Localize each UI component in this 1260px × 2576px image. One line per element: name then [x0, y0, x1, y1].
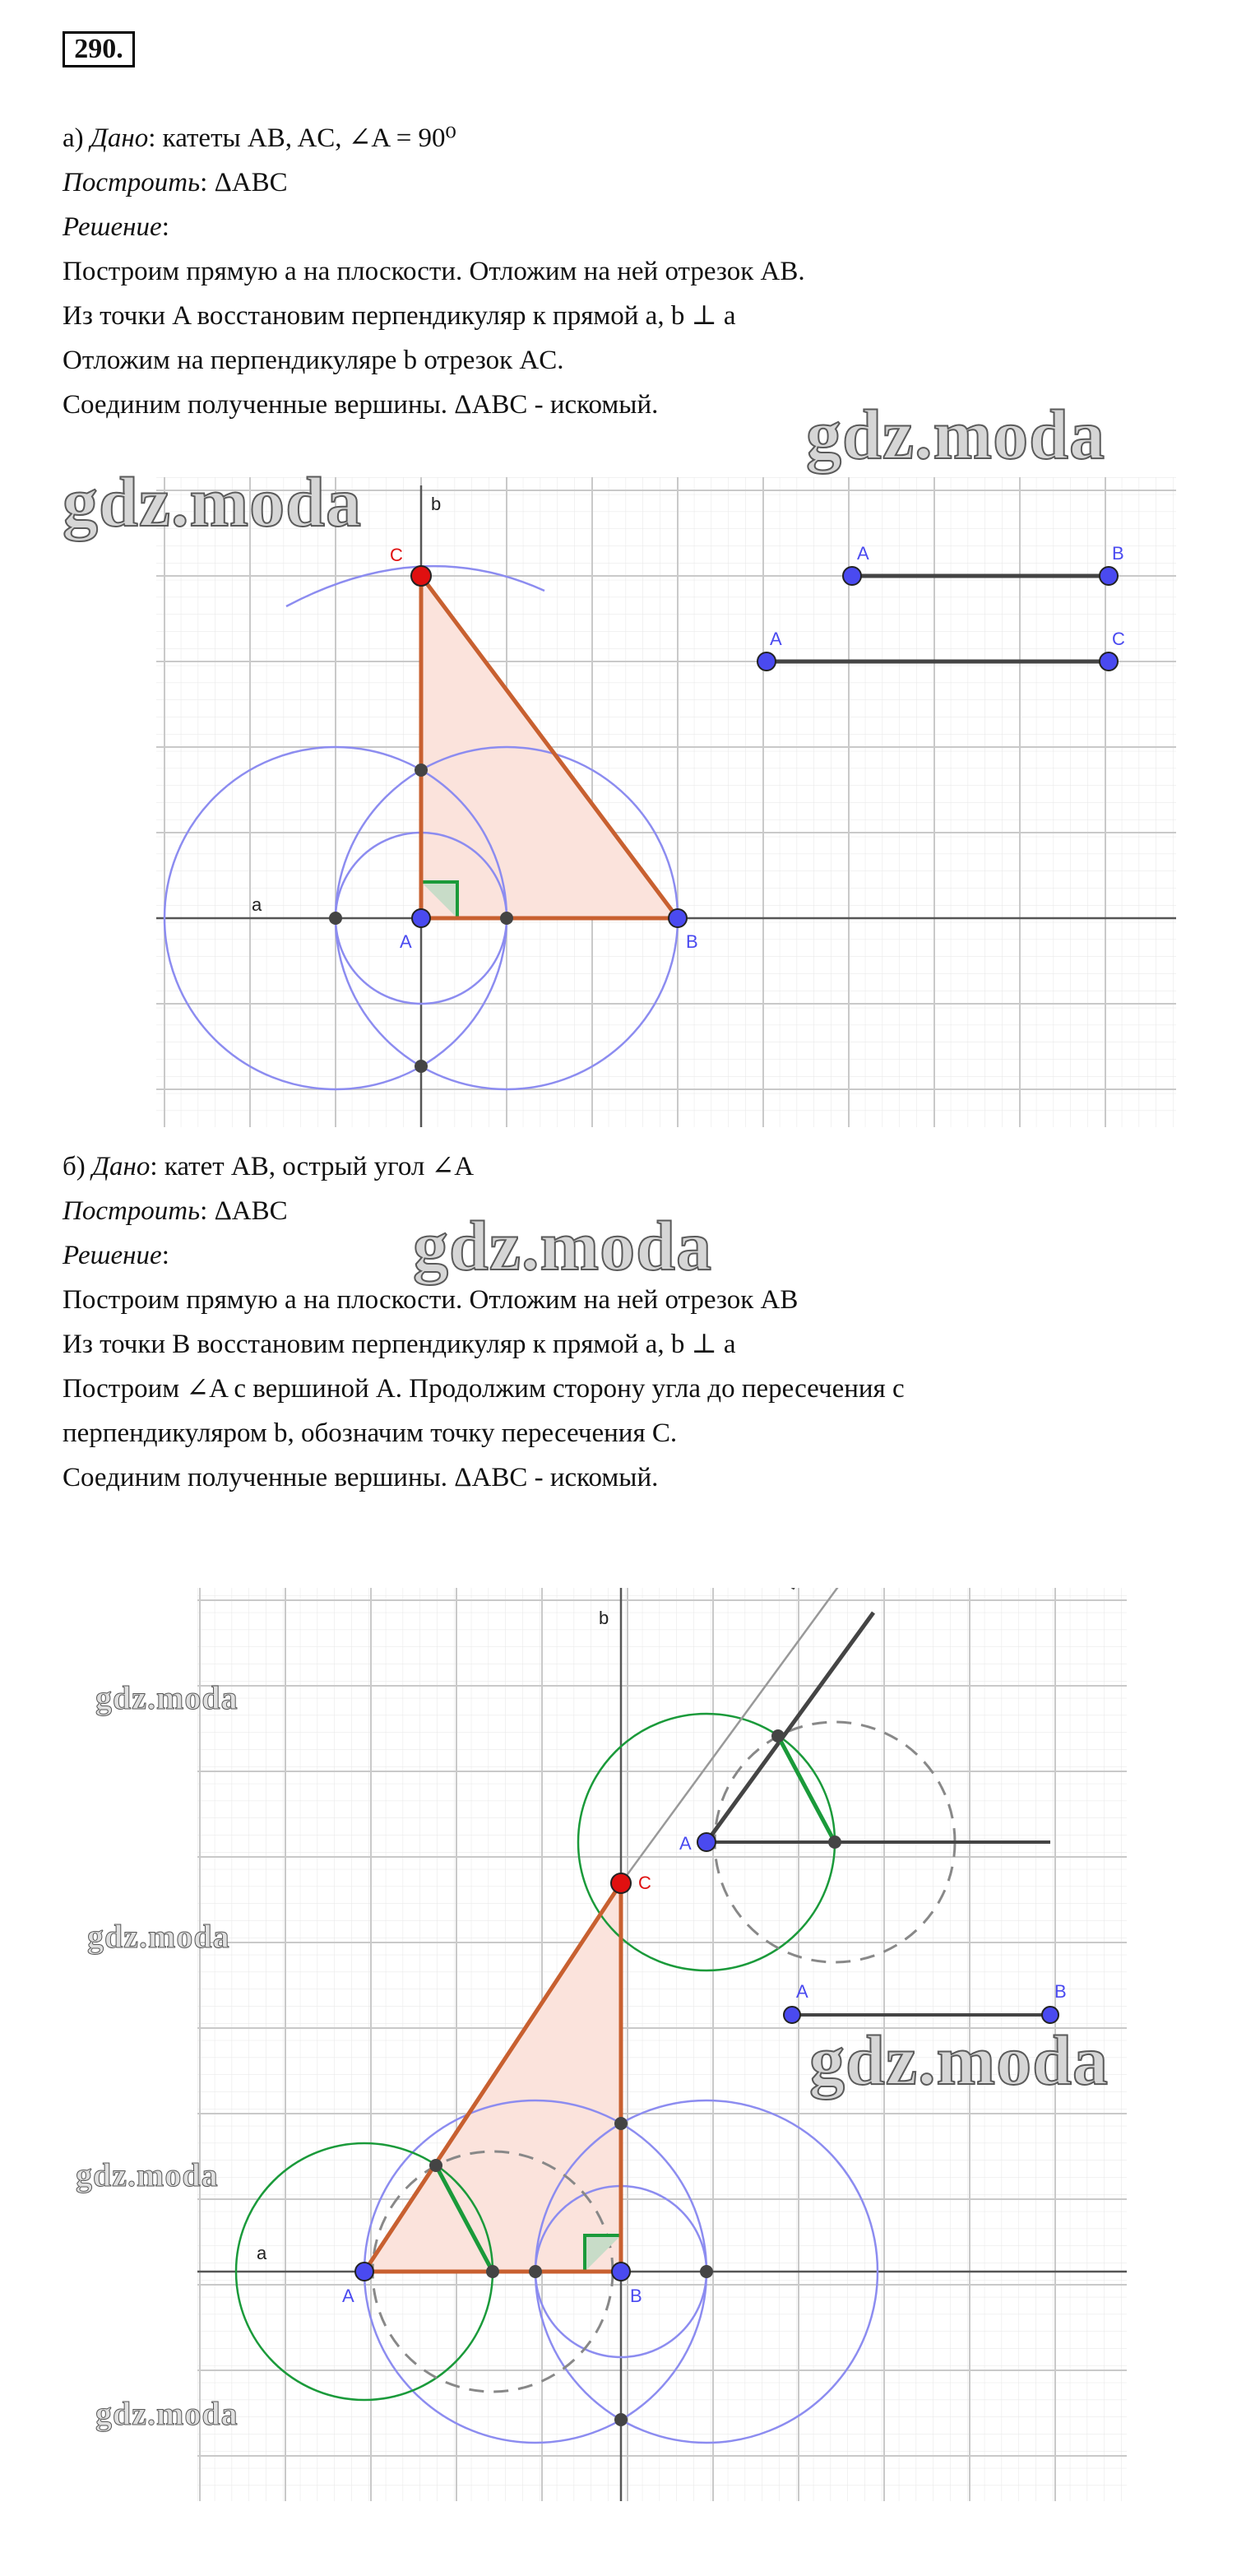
- line-italic: Решение: [63, 1241, 162, 1270]
- line-text: Соединим полученные вершины. ΔABC - искомый.: [63, 390, 659, 420]
- line-text: : катет AB, острый угол ∠A: [150, 1152, 475, 1181]
- segment-point: [1100, 567, 1118, 585]
- watermark: gdz.moda: [63, 462, 362, 541]
- intersection-point: [828, 1836, 841, 1849]
- angle-vertex-point: [697, 1833, 716, 1851]
- point-c: [411, 566, 431, 586]
- intersection-point: [771, 1729, 785, 1743]
- text-line: [63, 211, 169, 244]
- watermark: gdz.moda: [87, 1918, 230, 1955]
- text-line: [63, 1461, 658, 1494]
- label-angle-vertex: A: [679, 1833, 692, 1854]
- text-line: [63, 299, 736, 332]
- label-c: C: [390, 545, 403, 565]
- label-seg2-start: A: [770, 629, 782, 649]
- label-c: C: [638, 1873, 651, 1893]
- line-italic: Дано: [92, 1152, 151, 1181]
- text-line: [63, 1195, 288, 1228]
- intersection-point: [529, 2265, 542, 2278]
- intersection-point: [614, 2117, 628, 2130]
- point-c: [611, 1873, 631, 1893]
- intersection-point: [614, 2413, 628, 2426]
- point-a: [355, 2263, 373, 2281]
- line-text: :: [161, 212, 169, 242]
- text-line: [63, 1328, 736, 1361]
- label-a: A: [342, 2286, 354, 2306]
- text-line: [63, 255, 805, 288]
- point-b: [669, 909, 687, 927]
- text-line: [63, 344, 564, 377]
- label-seg1-end: B: [1112, 543, 1124, 564]
- label-a-line: a: [252, 894, 262, 915]
- line-text: Соединим полученные вершины. ΔABC - искомый.: [63, 1463, 659, 1492]
- watermark: gdz.moda: [95, 2395, 239, 2432]
- label-seg-start: A: [796, 1981, 808, 2002]
- line-text: : ΔABC: [200, 1196, 288, 1226]
- label-a-line: a: [257, 2243, 267, 2263]
- line-prefix: б): [63, 1152, 93, 1181]
- point-b: [612, 2263, 630, 2281]
- line-text: : ΔABC: [200, 168, 288, 197]
- text-line: [63, 1239, 169, 1272]
- label-b: B: [686, 931, 698, 952]
- line-text: Построим ∠A с вершиной A. Продолжим сторону угла до пересечения с: [63, 1374, 905, 1404]
- segment-point: [843, 567, 861, 585]
- text-line: [63, 1417, 677, 1450]
- watermark: gdz.moda: [413, 1206, 712, 1285]
- label-seg1-start: A: [857, 543, 869, 564]
- line-prefix: а): [63, 123, 90, 153]
- line-text: :: [161, 1241, 169, 1270]
- watermark: gdz.moda: [95, 1679, 239, 1716]
- line-text: Построим прямую a на плоскости. Отложим на ней отрезок AB: [63, 1285, 799, 1315]
- label-seg-end: B: [1054, 1981, 1067, 2002]
- intersection-point: [415, 764, 428, 777]
- text-line: [63, 1372, 905, 1405]
- line-italic: Построить: [63, 1196, 201, 1226]
- line-text: Из точки B восстановим перпендикуляр к прямой a, b ⊥ a: [63, 1330, 736, 1359]
- text-line: [63, 166, 288, 199]
- intersection-point: [700, 2265, 713, 2278]
- line-text: перпендикуляром b, обозначим точку пересечения C.: [63, 1418, 678, 1448]
- watermark: gdz.moda: [806, 395, 1105, 474]
- intersection-point: [486, 2265, 499, 2278]
- label-seg2-end: C: [1112, 629, 1125, 649]
- label-a: A: [400, 931, 412, 952]
- line-italic: Дано: [90, 123, 149, 153]
- point-a: [412, 909, 430, 927]
- line-text: Из точки A восстановим перпендикуляр к прямой a, b ⊥ a: [63, 301, 736, 331]
- intersection-point: [415, 1060, 428, 1073]
- intersection-point: [329, 912, 342, 925]
- line-italic: Построить: [63, 168, 201, 197]
- text-line: [63, 1150, 474, 1183]
- text-line: [63, 388, 658, 421]
- segment-point: [757, 652, 776, 671]
- text-line: [63, 122, 456, 155]
- line-text: Отложим на перпендикуляре b отрезок AC.: [63, 346, 564, 375]
- part-a-figure: [156, 477, 1176, 1127]
- intersection-point: [500, 912, 513, 925]
- line-text: : катеты AB, AC, ∠A = 90⁰: [148, 123, 456, 153]
- text-line: [63, 1283, 798, 1316]
- label-b-line: b: [599, 1608, 609, 1628]
- segment-point: [784, 2007, 800, 2023]
- watermark: gdz.moda: [76, 2156, 219, 2193]
- watermark: gdz.moda: [809, 2021, 1109, 2100]
- line-italic: Решение: [63, 212, 162, 242]
- label-b: B: [630, 2286, 642, 2306]
- segment-point: [1100, 652, 1118, 671]
- intersection-point: [429, 2159, 442, 2172]
- label-b-line: b: [431, 494, 442, 514]
- problem-number: 290.: [63, 31, 135, 67]
- line-text: Построим прямую a на плоскости. Отложим на ней отрезок AB.: [63, 257, 805, 286]
